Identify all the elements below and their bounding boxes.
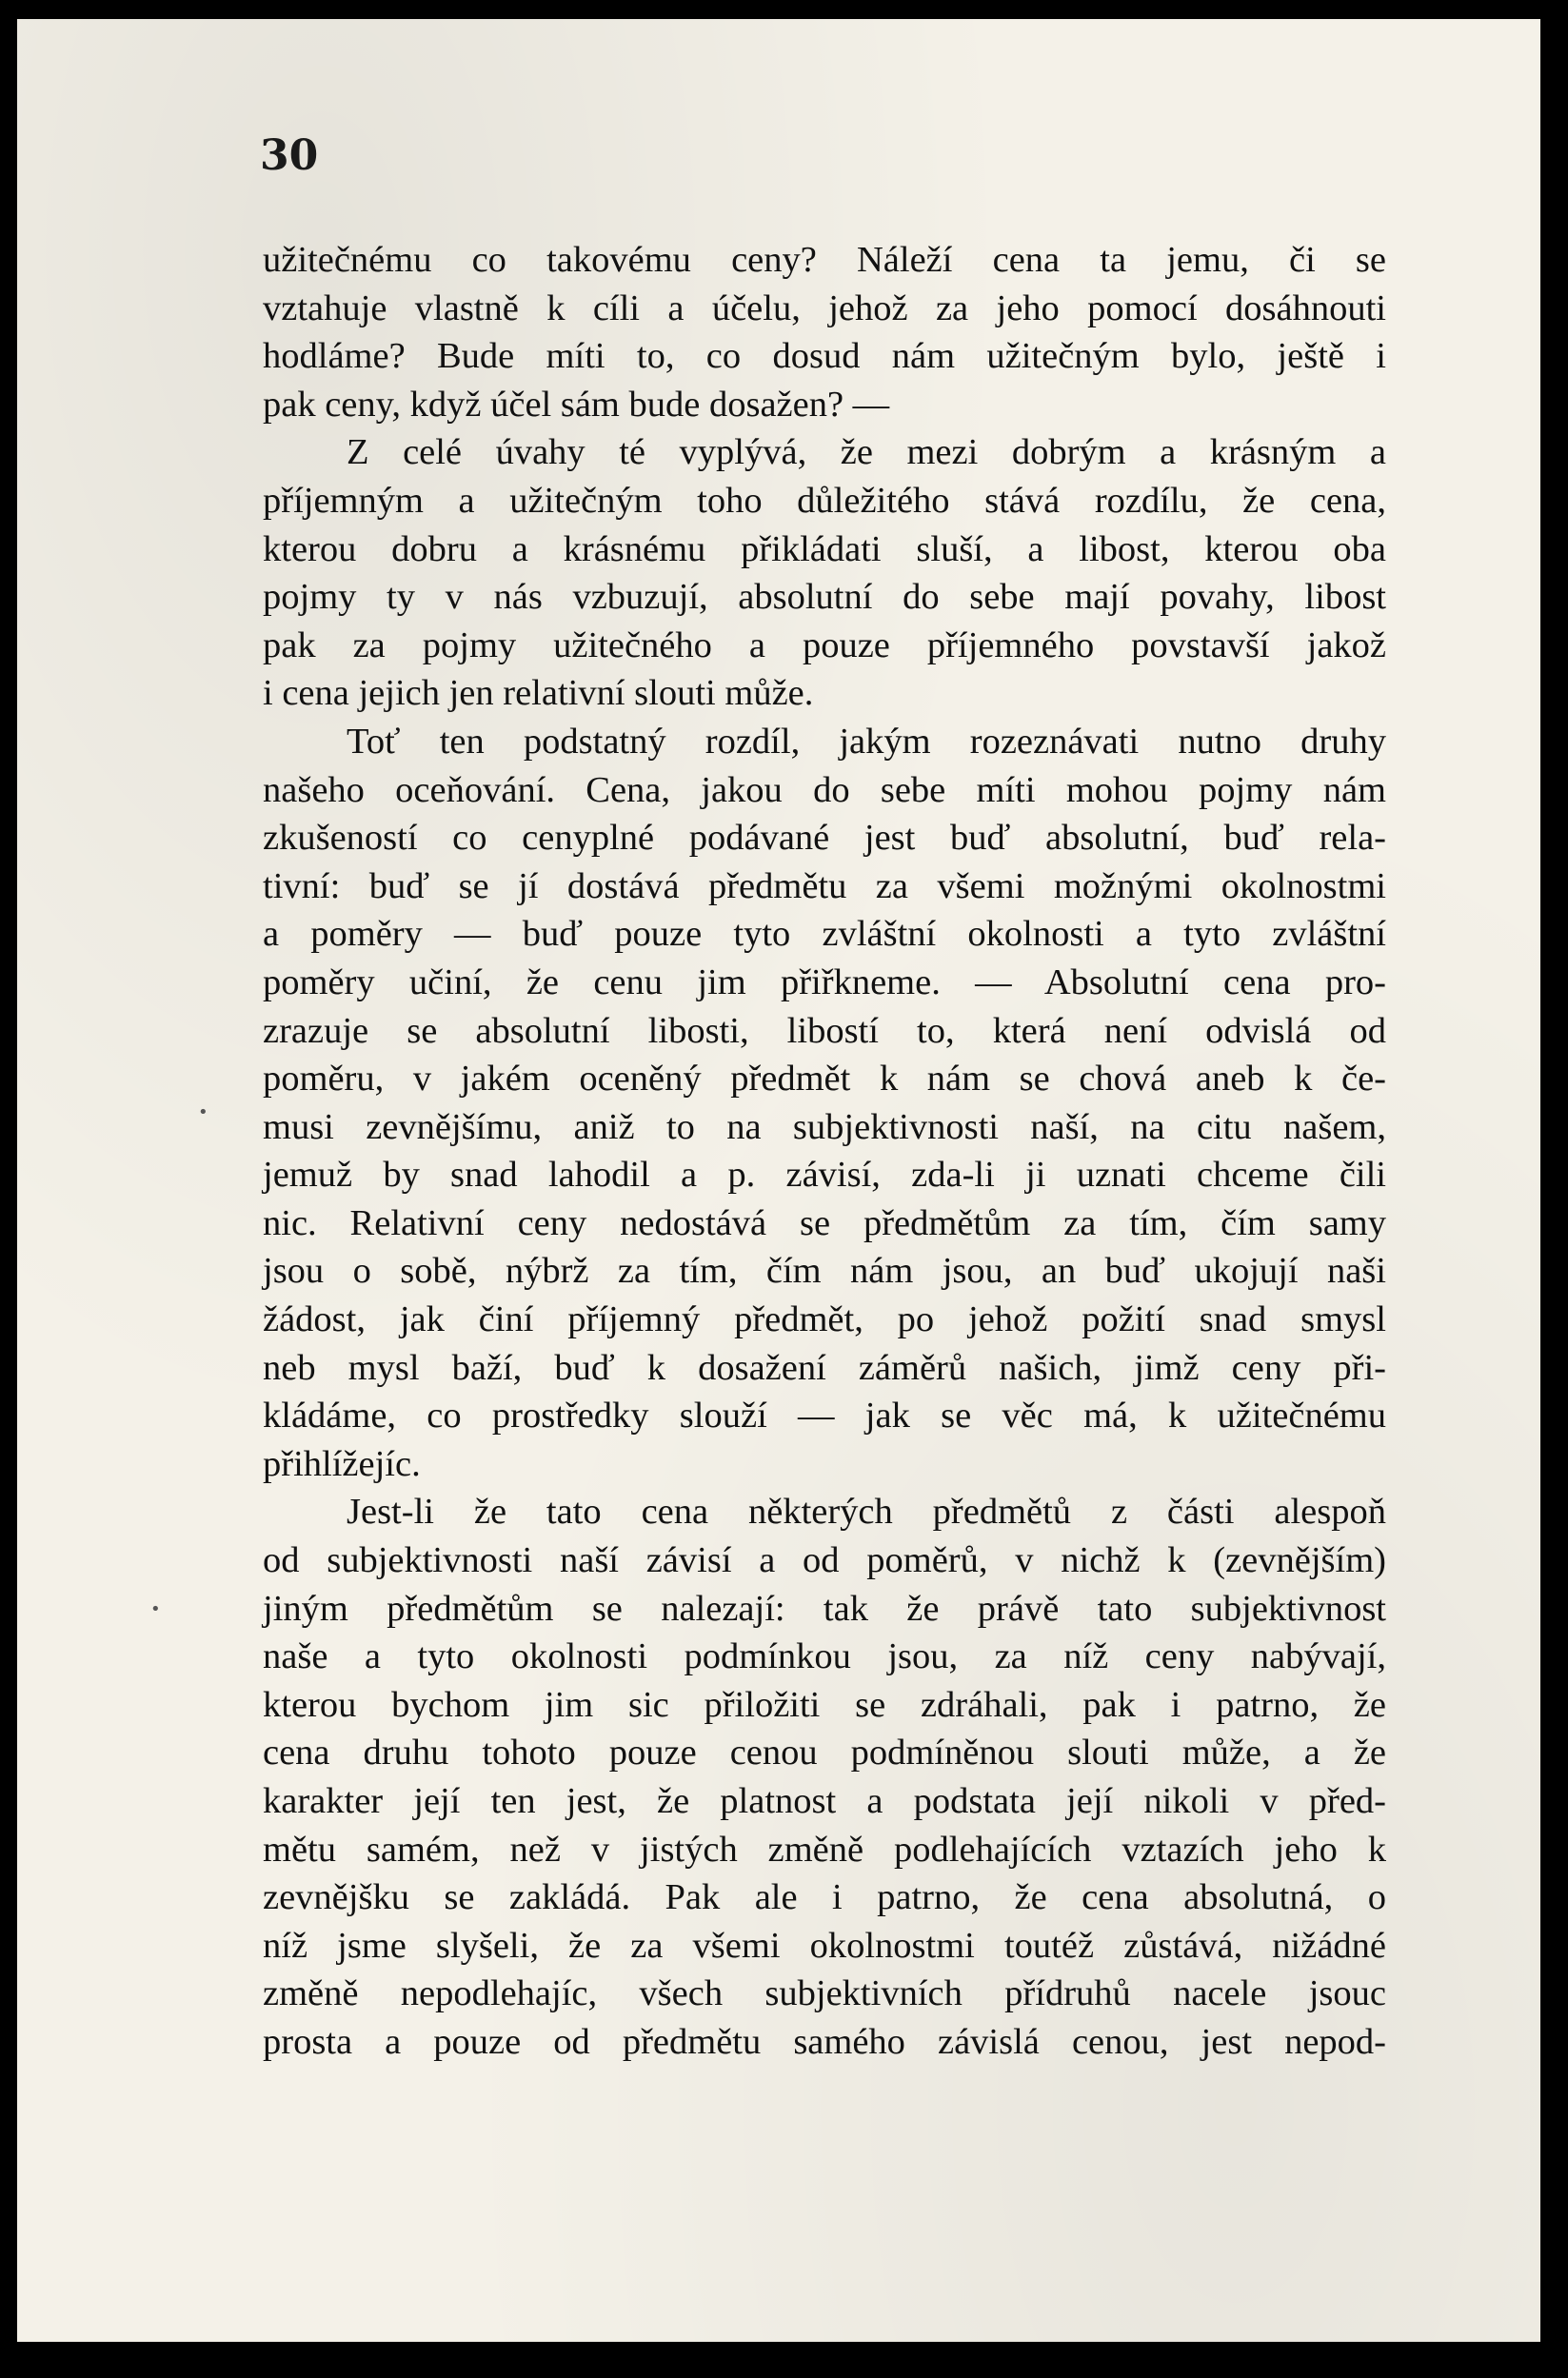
text-line: poměru, v jakém oceněný předmět k nám se chová aneb k če- — [263, 1059, 1386, 1100]
text-line: a poměry — buď pouze tyto zvláštní okolnosti a tyto zvláštní — [263, 914, 1386, 955]
text-line: poměry učiní, že cenu jim přiřkneme. — Absolutní cena pro- — [263, 961, 1386, 1002]
text-line: pak za pojmy užitečného a pouze příjemného povstavší jakož — [263, 624, 1386, 665]
text-line: mětu samém, než v jistých změně podlehajících vztazích jeho k — [263, 1829, 1386, 1870]
text-line: neb mysl baží, buď k dosažení záměrů našich, jimž ceny při- — [263, 1347, 1386, 1388]
text-line: hodláme? Bude míti to, co dosud nám užitečným bylo, ještě i — [263, 336, 1386, 377]
text-line: cena druhu tohoto pouze cenou podmíněnou slouti může, a že — [263, 1733, 1386, 1774]
text-line: nic. Relativní ceny nedostává se předmětům za tím, čím samy — [263, 1202, 1386, 1243]
text-line: jiným předmětům se nalezají: tak že právě tato subjektivnost — [263, 1588, 1386, 1629]
text-line: vztahuje vlastně k cíli a účelu, jehož za jeho pomocí dosáhnouti — [263, 287, 1386, 328]
text-line: přihlížejíc. — [263, 1443, 421, 1484]
text-line: i cena jejich jen relativní slouti může. — [263, 673, 814, 714]
text-line: kterou bychom jim sic přiložiti se zdráhali, pak i patrno, že — [263, 1684, 1386, 1725]
text-line: Z celé úvahy té vyplývá, že mezi dobrým a krásným a — [347, 432, 1386, 473]
text-line: pojmy ty v nás vzbuzují, absolutní do sebe mají povahy, libost — [263, 577, 1386, 618]
body-text — [263, 236, 1386, 2067]
text-line: karakter její ten jest, že platnost a podstata její nikoli v před- — [263, 1781, 1386, 1821]
text-line: zkušeností co cenyplné podávané jest buď absolutní, buď rela- — [263, 818, 1386, 859]
text-line: změně nepodlehajíc, všech subjektivních přídruhů nacele jsouc — [263, 1973, 1386, 2014]
book-page — [17, 19, 1540, 2342]
text-line: pak ceny, když účel sám bude dosažen? — — [263, 384, 890, 425]
text-line: od subjektivnosti naší závisí a od poměrů, v nichž k (zevnějším) — [263, 1540, 1386, 1581]
text-line: níž jsme slyšeli, že za všemi okolnostmi toutéž zůstává, nižádné — [263, 1925, 1386, 1966]
text-line: prosta a pouze od předmětu samého závislá cenou, jest nepod- — [263, 2021, 1386, 2062]
text-line: kterou dobru a krásnému přikládati sluší, a libost, kterou oba — [263, 528, 1386, 569]
margin-dot: • — [150, 1599, 161, 1619]
text-line: příjemným a užitečným toho důležitého stává rozdílu, že cena, — [263, 480, 1386, 521]
text-line: zevnějšku se zakládá. Pak ale i patrno, že cena absolutná, o — [263, 1877, 1386, 1918]
text-line: zrazuje se absolutní libosti, libostí to, která není odvislá od — [263, 1010, 1386, 1051]
text-line: naše a tyto okolnosti podmínkou jsou, za níž ceny nabývají, — [263, 1636, 1386, 1677]
margin-dot: • — [198, 1102, 208, 1122]
text-line: jemuž by snad lahodil a p. závisí, zda-li ji uznati chceme čili — [263, 1155, 1386, 1196]
page-number: 30 — [260, 131, 319, 180]
text-line: kládáme, co prostředky slouží — jak se věc má, k užitečnému — [263, 1396, 1386, 1437]
text-line: jsou o sobě, nýbrž za tím, čím nám jsou, an buď ukojují naši — [263, 1251, 1386, 1292]
text-line: Toť ten podstatný rozdíl, jakým rozeznávati nutno druhy — [347, 721, 1386, 762]
text-line: žádost, jak činí příjemný předmět, po jehož požití snad smysl — [263, 1299, 1386, 1340]
text-line: užitečnému co takovému ceny? Náleží cena ta jemu, či se — [263, 240, 1386, 280]
text-line: tivní: buď se jí dostává předmětu za všemi možnými okolnostmi — [263, 865, 1386, 906]
text-line: Jest-li že tato cena některých předmětů z části alespoň — [347, 1492, 1386, 1533]
text-line: musi zevnějšímu, aniž to na subjektivnosti naší, na citu našem, — [263, 1106, 1386, 1147]
text-line: našeho oceňování. Cena, jakou do sebe míti mohou pojmy nám — [263, 769, 1386, 810]
